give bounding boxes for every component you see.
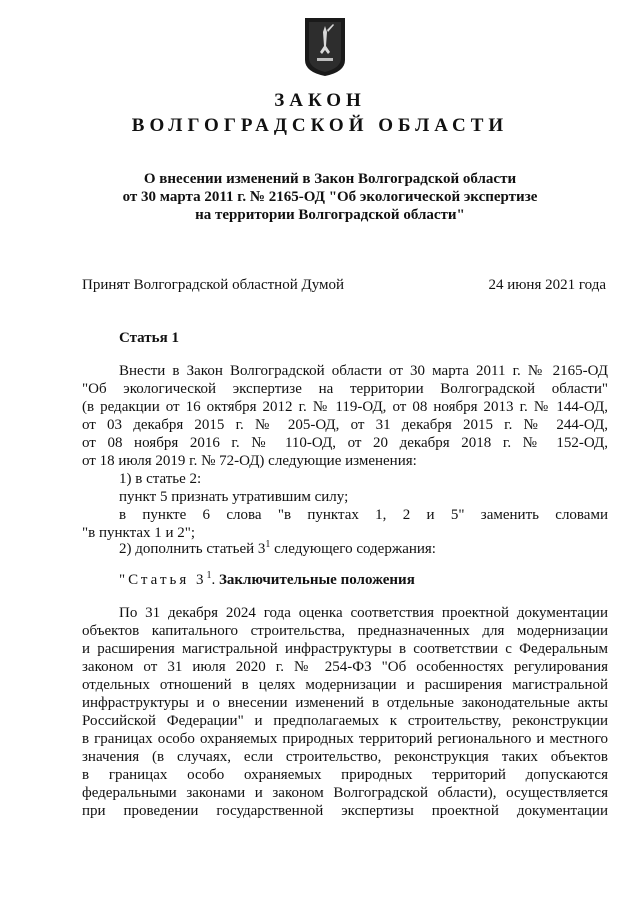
article-label: "Статья 3 bbox=[119, 572, 207, 588]
amendment-item-2 bbox=[119, 540, 436, 560]
text-line: законом от 31 июля 2020 г. № 254-ФЗ "Об особенностях регулирования bbox=[82, 659, 608, 675]
text-line: значения (в случаях, если строительство, реконструкция таких объектов bbox=[82, 749, 608, 765]
amendment-item-1a: пункт 5 признать утратившим силу; bbox=[119, 489, 349, 505]
text-line: инфраструктуры и о внесении изменений в отдельные законодательные акты bbox=[82, 695, 608, 711]
article-3-1-heading bbox=[119, 572, 415, 589]
text-line: Внести в Закон Волгоградской области от 30 марта 2011 г. № 2165-ОД bbox=[119, 363, 608, 379]
item-2-text: следующего содержания: bbox=[270, 541, 436, 557]
article-title: Заключительные положения bbox=[218, 572, 415, 588]
text-line: федеральными законами и законом Волгоградской области), осуществляется bbox=[82, 785, 608, 801]
text-line: "Об экологической экспертизе на территории Волгоградской области" bbox=[82, 381, 608, 397]
text-line: и расширения магистральной инфраструктуры в соответствии с Федеральным bbox=[82, 641, 608, 657]
text-line: "в пунктах 1 и 2"; bbox=[82, 525, 196, 541]
text-line: объектов капитального строительства, предназначенных для модернизации bbox=[82, 623, 608, 639]
subject-line: на территории Волгоградской области" bbox=[195, 207, 465, 223]
text-line: в границах особо охраняемых природных территорий допускаются bbox=[82, 767, 608, 783]
adoption-date: 24 июня 2021 года bbox=[488, 277, 606, 293]
text-line: в пункте 6 слова "в пунктах 1, 2 и 5" заменить словами bbox=[119, 507, 608, 523]
subject-line: О внесении изменений в Закон Волгоградской области bbox=[143, 171, 517, 187]
superscript: 1 bbox=[265, 539, 271, 550]
superscript: 1 bbox=[206, 570, 212, 581]
article-dot: . bbox=[211, 572, 219, 588]
subject-line: от 30 марта 2011 г. № 2165-ОД "Об экологической экспертизе bbox=[122, 189, 538, 205]
text-line: при проведении государственной экспертизы проектной документации bbox=[82, 803, 608, 819]
article-1-heading: Статья 1 bbox=[119, 330, 179, 346]
amendment-item-1: 1) в статье 2: bbox=[119, 471, 202, 487]
text-line: от 03 декабря 2015 г. № 205-ОД, от 31 декабря 2015 г. № 244-ОД, bbox=[82, 417, 608, 433]
article-3-1-body bbox=[82, 604, 608, 820]
coat-of-arms-emblem bbox=[303, 16, 347, 78]
adopted-by: Принят Волгоградской областной Думой bbox=[82, 277, 345, 293]
document-type-title: ЗАКОН bbox=[274, 90, 366, 111]
region-title: ВОЛГОГРАДСКОЙ ОБЛАСТИ bbox=[131, 115, 509, 136]
item-2-text: 2) дополнить статьей 3 bbox=[119, 541, 266, 557]
text-line: По 31 декабря 2024 года оценка соответствия проектной документации bbox=[119, 605, 608, 621]
article-1-intro bbox=[82, 362, 608, 470]
text-line: Российской Федерации" и предполагаемых к строительству, реконструкции bbox=[82, 713, 608, 729]
text-line: от 18 июля 2019 г. № 72-ОД) следующие изменения: bbox=[82, 453, 417, 469]
text-line: в границах особо охраняемых природных территорий регионального и местного bbox=[82, 731, 608, 747]
text-line: от 08 ноября 2016 г. № 110-ОД, от 20 декабря 2018 г. № 152-ОД, bbox=[82, 435, 608, 451]
law-subject bbox=[100, 170, 560, 224]
amendment-item-1b bbox=[82, 506, 608, 542]
text-line: (в редакции от 16 октября 2012 г. № 119-ОД, от 08 ноября 2013 г. № 144-ОД, bbox=[82, 399, 608, 415]
text-line: отдельных отношений в целях модернизации и расширения магистральной bbox=[82, 677, 608, 693]
